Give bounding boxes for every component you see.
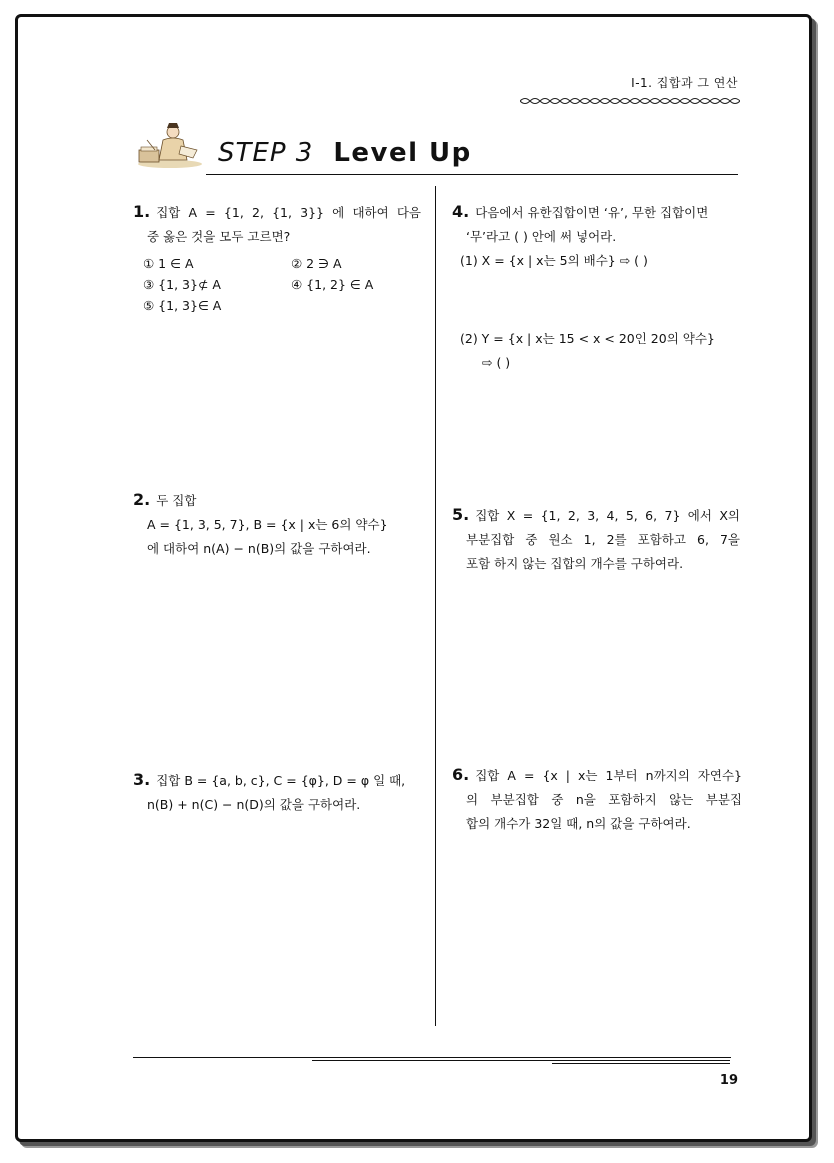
problem-text: 포함 하지 않는 집합의 개수를 구하여라. (466, 556, 684, 571)
running-head: Ⅰ-1. 집합과 그 연산 (631, 76, 738, 90)
problem-2 (133, 488, 423, 561)
problem-text: 에 대하여 n(A) − n(B)의 값을 구하여라. (147, 541, 371, 556)
problem-number: 5. (452, 505, 470, 524)
footer-rule (133, 1057, 731, 1058)
problem-text: 집합 A = {1, 2, {1, 3}} 에 대하여 다음 (156, 205, 421, 220)
problem-6 (452, 763, 742, 836)
problem-number: 2. (133, 490, 151, 509)
decorative-wave-rule (520, 96, 740, 106)
step-header (218, 138, 518, 172)
problem-text: 집합 B = {a, b, c}, C = {φ}, D = φ 일 때, (156, 773, 406, 788)
problem-text: 집합 X = {1, 2, 3, 4, 5, 6, 7} 에서 X의 (475, 508, 740, 523)
problem-4 (452, 200, 742, 375)
step-title: Level Up (333, 138, 472, 168)
problem-text: ‘무’라고 ( ) 안에 써 넣어라. (466, 229, 617, 244)
problem-text: 중 옳은 것을 모두 고르면? (147, 229, 291, 244)
problem-text: A = {1, 3, 5, 7}, B = {x | x는 6의 약수} (147, 517, 388, 532)
answer-option: ④ {1, 2} ∈ A (291, 277, 374, 292)
problem-3 (133, 768, 425, 817)
problem-text: 집합 A = {x | x는 1부터 n까지의 자연수} (475, 768, 742, 783)
column-divider (435, 186, 436, 1026)
footer-rule (552, 1063, 730, 1064)
header-rule (206, 174, 738, 175)
sub-question-1: (1) X = {x | x는 5의 배수} ⇨ ( ) (460, 253, 648, 268)
problem-number: 4. (452, 202, 470, 221)
answer-option: ⑤ {1, 3}∈ A (143, 298, 222, 313)
answer-option: ① 1 ∈ A (143, 256, 194, 271)
problem-number: 1. (133, 202, 151, 221)
problem-number: 6. (452, 765, 470, 784)
answer-option: ③ {1, 3}⊄ A (143, 277, 221, 292)
scholar-reading-icon (135, 120, 205, 170)
problem-text: 합의 개수가 32일 때, n의 값을 구하여라. (466, 816, 691, 831)
page-number: 19 (719, 1073, 738, 1088)
problem-1 (133, 200, 421, 316)
sub-question-2-answer: ⇨ ( ) (482, 355, 511, 370)
answer-option: ② 2 ∋ A (291, 256, 342, 271)
problem-text: 의 부분집합 중 n을 포함하지 않는 부분집 (466, 792, 742, 807)
footer-rule (312, 1060, 730, 1061)
problem-text: 부분집합 중 원소 1, 2를 포함하고 6, 7을 (466, 532, 740, 547)
answer-options (133, 253, 421, 316)
problem-number: 3. (133, 770, 151, 789)
problem-text: 두 집합 (156, 493, 197, 508)
sub-question-2: (2) Y = {x | x는 15 < x < 20인 20의 약수} (460, 331, 715, 346)
page-frame (15, 14, 812, 1142)
problem-5 (452, 503, 740, 576)
problem-text: 다음에서 유한집합이면 ‘유’, 무한 집합이면 (475, 205, 709, 220)
step-label: STEP 3 (218, 138, 314, 168)
problem-text: n(B) + n(C) − n(D)의 값을 구하여라. (147, 797, 361, 812)
